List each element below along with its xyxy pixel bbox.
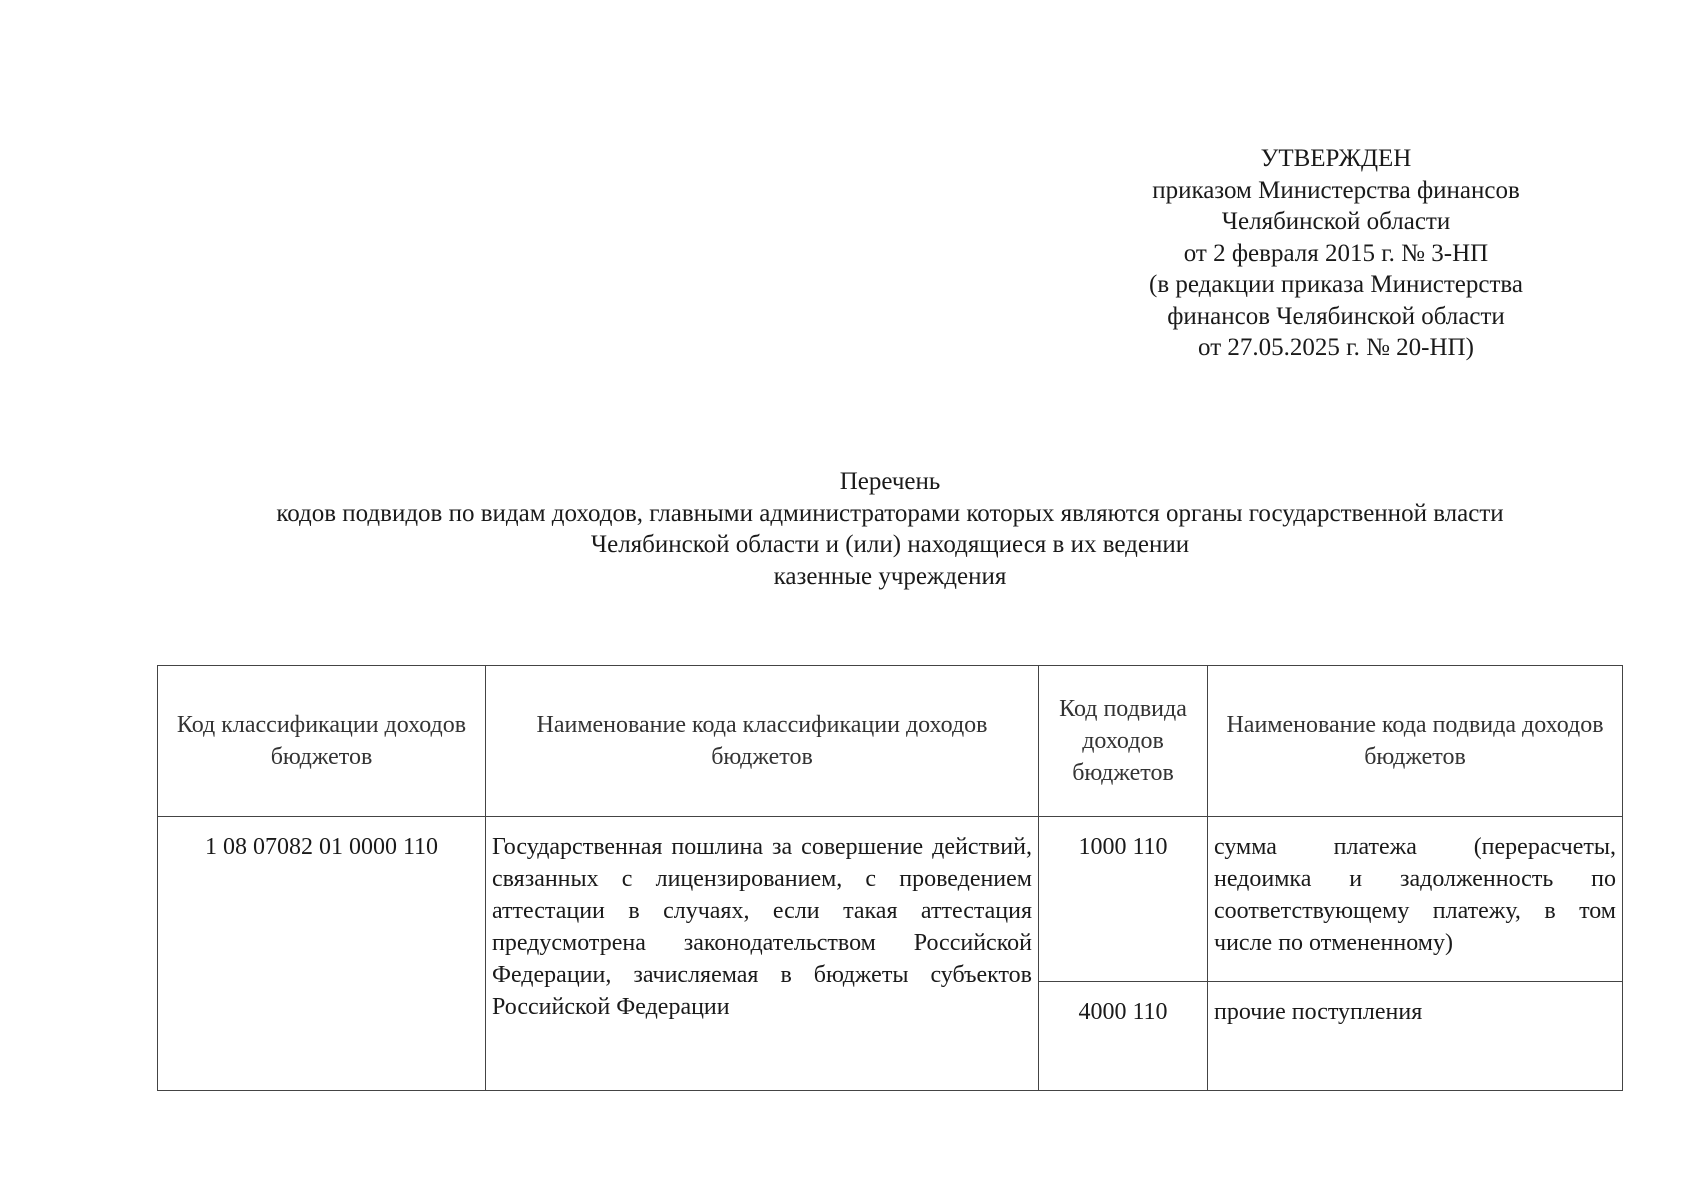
title-heading: Перечень [839, 468, 941, 495]
cell-subname: сумма платежа (перерасчеты, недоимка и задолженность по соответствующему платежу, в том числе по отмененному) [1208, 817, 1623, 982]
approval-stamp [1098, 143, 1574, 364]
approval-line: Челябинской области [1221, 208, 1451, 235]
header-subname: Наименование кода подвида доходов бюджетов [1208, 666, 1623, 817]
approval-line: приказом Министерства финансов [1152, 176, 1520, 204]
cell-subcode: 1000 110 [1039, 817, 1208, 982]
income-codes-table [157, 665, 1623, 1091]
title-line: казенные учреждения [773, 562, 1007, 590]
header-code: Код классификации доходов бюджетов [158, 666, 486, 817]
approval-line: (в редакции приказа Министерства [1149, 271, 1523, 298]
title-line: Челябинской области и (или) находящиеся в их ведении [590, 531, 1190, 558]
header-name: Наименование кода классификации доходов бюджетов [486, 666, 1039, 817]
table-row [158, 817, 1623, 982]
cell-code: 1 08 07082 01 0000 110 [158, 817, 486, 1091]
approval-line: финансов Челябинской области [1167, 302, 1505, 330]
cell-name: Государственная пошлина за совершение действий, связанных с лицензированием, с проведением аттестации в случаях, если такая аттестация предусмотрена законодательством Российской Федерации, зачисляемая в бюджеты субъектов Российской Федерации [486, 817, 1039, 1091]
title-line: кодов подвидов по видам доходов, главными администраторами которых являются органы государственной власти [276, 499, 1504, 527]
cell-subcode: 4000 110 [1039, 982, 1208, 1091]
header-subcode: Код подвида доходов бюджетов [1039, 666, 1208, 817]
approval-line: УТВЕРЖДЕН [1260, 145, 1412, 172]
approval-line: от 27.05.2025 г. № 20-НП) [1198, 334, 1474, 361]
cell-subname: прочие поступления [1208, 982, 1623, 1091]
approval-line: от 2 февраля 2015 г. № 3-НП [1183, 239, 1489, 267]
document-title [150, 466, 1630, 592]
table-header-row [158, 666, 1623, 817]
